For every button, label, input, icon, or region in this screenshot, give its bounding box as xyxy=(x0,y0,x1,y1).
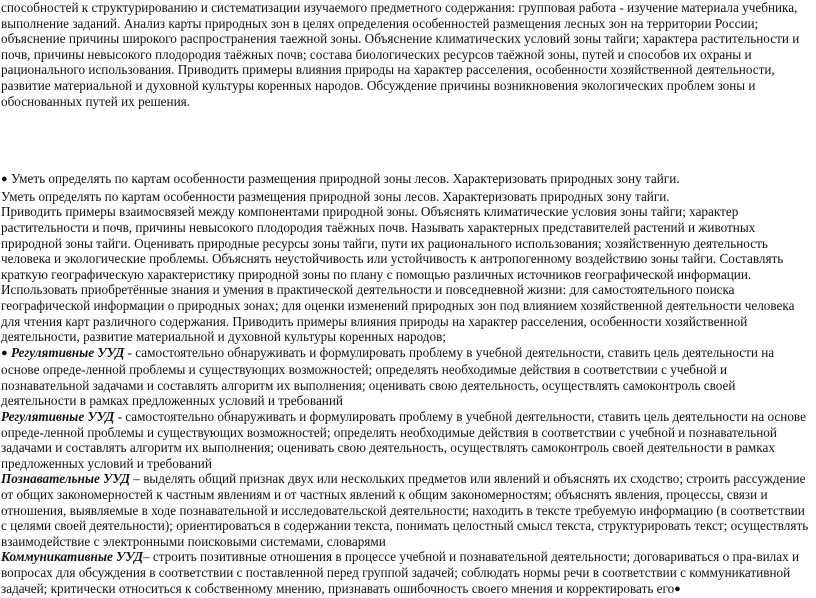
uud-description: - самостоятельно обнаруживать и формулировать проблему в учебной деятельности, ставить цель деятельности на основе опреде-ленной проблемы и существующих возможностей; определять необходимые действия в соответствии с учебной и познавательной задачами и составлять алгоритм их выполнения; оценивать свою деятельность, осуществлять самоконтроль своей деятельности в рамках предложенных условий и требований xyxy=(1,409,806,471)
practical-use-paragraph: Использовать приобретённые знания и умения в практической деятельности и повседневной жизни: для самостоятельного поиска географической информации о природных зонах; для оценки изменений природных зон под влиянием хозяйственной деятельности человека для чтения карт различного содержания. Приводить примеры влияния природы на характер расселения, особенности хозяйственной деятельности, развитие материальной и духовной культуры коренных народов; xyxy=(1,282,795,345)
uud-term: Регулятивные УУД xyxy=(1,409,115,425)
regulative-uud-1 xyxy=(1,345,813,409)
document-body xyxy=(1,0,813,598)
skills-paragraph: Приводить примеры взаимосвязей между компонентами природной зоны. Объяснять климатические условия зоны тайги; характер растительности и почв, причины невысокого плодородия таёжных почв. Называть характерных представителей растений и животных природной зоны тайги. Оценивать природные ресурсы зоны тайги, пути их рационального использования; хозяйственную деятельность человека и экологические проблемы. Объяснять неустойчивость или устойчивость к антропогенному воздействию зоны тайги. Составлять краткую географическую характеристику природной зоны по плану с помощью различных источников географической информации. xyxy=(1,204,784,282)
bullet-icon: ● xyxy=(674,582,681,595)
cognitive-uud xyxy=(1,471,813,549)
uud-term: Познавательные УУД xyxy=(1,471,130,487)
bullet-line-1 xyxy=(1,171,813,189)
regulative-uud-2 xyxy=(1,409,813,471)
communicative-uud xyxy=(1,549,813,598)
uud-description: – строить позитивные отношения в процессе учебной и познавательной деятельности; договариваться о пра-вилах и вопросах для обсуждения в соответствии с поставленной перед группой задачей; соблюдать нормы речи в соответствии с коммуникативной задачей; критически относиться к собственному мнению, признавать ошибочность своего мнения и корректировать его xyxy=(1,549,800,596)
skill-text: Уметь определять по картам особенности размещения природной зоны лесов. Характеризовать природных зону тайги. xyxy=(10,171,680,187)
uud-description: - самостоятельно обнаруживать и формулировать проблему в учебной деятельности, ставить цель деятельности на основе опреде-ленной проблемы и существующих возможностей; определять необходимые действия в соответствии с учебной и познавательной задачами и составлять алгоритм их выполнения; оценивать свою деятельность, осуществлять самоконтроль своей деятельности в рамках предложенных условий и требований xyxy=(1,344,775,409)
bullet-icon: ● xyxy=(1,346,8,359)
uud-term: Коммуникативные УУД xyxy=(1,549,143,565)
intro-paragraph: способностей к структурированию и систематизации изучаемого предметного содержания: групповая работа - изучение материала учебника, выполнение заданий. Анализ карты природных зон в целях определения особенностей размещения лесных зон на территории России; объяснение причины широкого распространения таежной зоны. Объяснение климатических условий зоны тайги; характера растительности и почв, причины невысокого плодородия таёжных почв; состава биологических ресурсов таёжной зоны, путей и способов их охраны и рационального использования. Приводить примеры влияния природы на характер расселения, особенности хозяйственной деятельности, развитие материальной и духовной культуры коренных народов. Обсуждение причины возникновения экологических проблем зоны и обоснованных путей их решения. xyxy=(1,0,800,109)
bullet-icon: ● xyxy=(1,173,8,186)
uud-description: – выделять общий признак двух или нескольких предметов или явлений и объяснять их сходство; строить рассуждение от общих закономерностей к частным явлениям и от частных явлений к общим закономерностям; объяснять явления, процессы, связи и отношения, выявляемые в ходе познавательной и исследовательской деятельности; находить в тексте требуемую информацию (в соответствии с целями своей деятельности); ориентироваться в содержании текста, понимать целостный смысл текста, структурировать текст; осуществлять взаимодействие с электронными поисковыми системами, словарями xyxy=(1,471,809,549)
blank-gap xyxy=(1,109,813,171)
skill-line-2: Уметь определять по картам особенности размещения природной зоны лесов. Характеризовать природных зону тайги. xyxy=(1,188,670,204)
uud-term: Регулятивные УУД xyxy=(10,344,125,360)
